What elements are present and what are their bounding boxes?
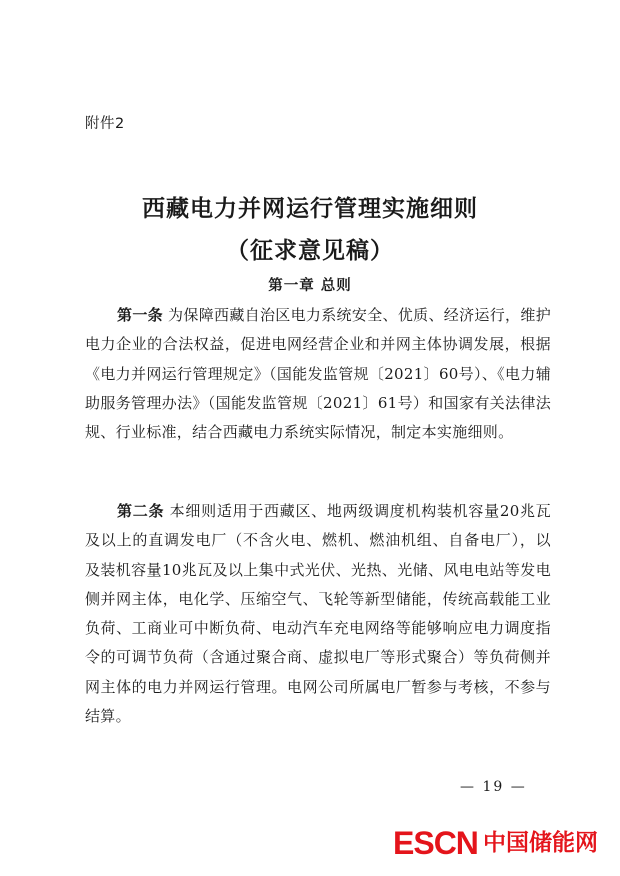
article-2-lead: 第二条 xyxy=(117,502,165,520)
article-1 xyxy=(85,301,551,447)
article-2-text: 本细则适用于西藏区、地两级调度机构装机容量20兆瓦及以上的直调发电厂（不含火电、燃机、燃油机组、自备电厂），以及装机容量10兆瓦及以上集中式光伏、光热、光储、风电电站等发电侧并网主体，电化学、压缩空气、飞轮等新型储能，传统高载能工业负荷、工商业可中断负荷、电动汽车充电网络等能够响应电力调度指令的可调节负荷（含通过聚合商、虚拟电厂等形式聚合）等负荷侧并网主体的电力并网运行管理。电网公司所属电厂暂参与考核，不参与结算。 xyxy=(85,502,551,726)
escn-watermark-logo xyxy=(393,824,605,862)
attachment-label: 附件2 xyxy=(85,116,125,132)
logo-cn: 中国储能网 xyxy=(483,830,598,856)
article-1-lead: 第一条 xyxy=(117,306,163,324)
article-1-text: 为保障西藏自治区电力系统安全、优质、经济运行，维护电力企业的合法权益，促进电网经营企业和并网主体协调发展，根据《电力并网运行管理规定》（国能发监管规〔2021〕60号）、《电力辅助服务管理办法》（国能发监管规〔2021〕61号）和国家有关法律法规、行业标准，结合西藏电力系统实际情况，制定本实施细则。 xyxy=(85,306,551,442)
article-2 xyxy=(85,497,551,731)
page-number: — 19 — xyxy=(460,779,527,795)
logo-en: ESCN xyxy=(393,825,478,861)
document-title: 西藏电力并网运行管理实施细则 xyxy=(142,196,478,222)
chapter-heading: 第一章 总则 xyxy=(268,277,352,294)
document-subtitle: （征求意见稿） xyxy=(226,238,394,264)
